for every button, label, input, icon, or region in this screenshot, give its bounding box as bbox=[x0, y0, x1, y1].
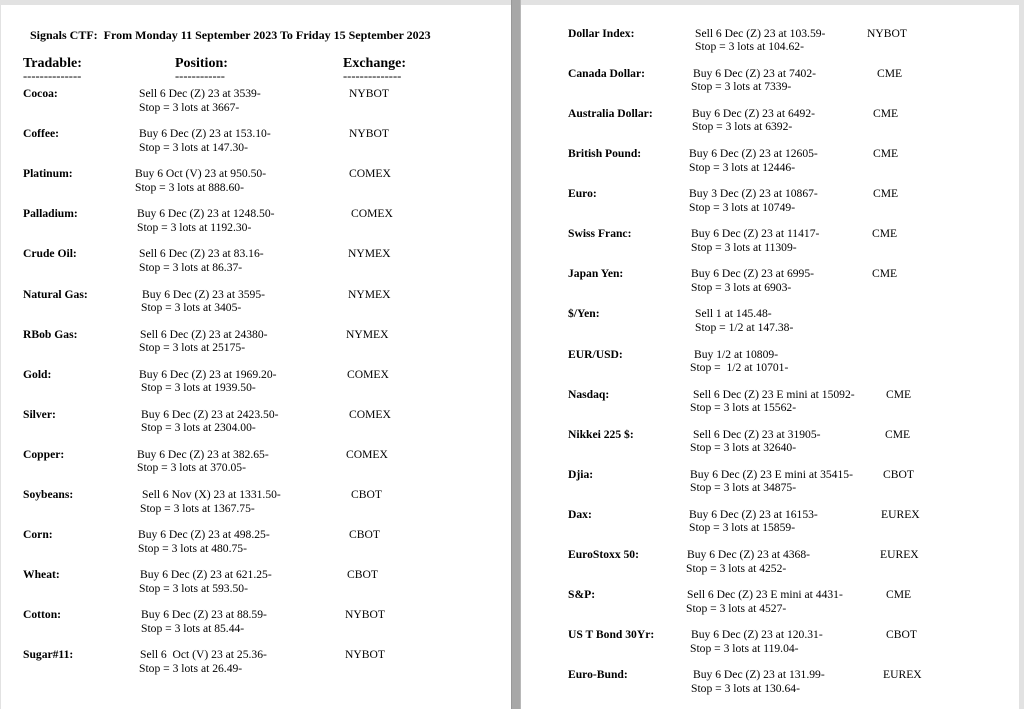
stop-level: Stop = 3 lots at 32640- bbox=[690, 441, 797, 455]
header-rule-exchange: -------------- bbox=[343, 69, 402, 83]
stop-level: Stop = 3 lots at 370.05- bbox=[137, 461, 246, 475]
column-header-tradable: Tradable: bbox=[23, 56, 82, 71]
stop-level: Stop = 3 lots at 147.30- bbox=[139, 140, 248, 154]
position-entry: Buy 6 Dec (Z) 23 at 131.99- bbox=[693, 668, 825, 682]
stop-level: Stop = 3 lots at 4527- bbox=[686, 601, 787, 615]
stop-level: Stop = 3 lots at 10749- bbox=[689, 200, 796, 214]
position-entry: Buy 6 Oct (V) 23 at 950.50- bbox=[135, 167, 267, 181]
signal-row-dax bbox=[521, 508, 1019, 536]
position-entry: Buy 6 Dec (Z) 23 at 12605- bbox=[689, 147, 818, 160]
exchange-name: CME bbox=[886, 387, 912, 401]
signal-row-platinum bbox=[1, 167, 511, 195]
signal-row-canada-dollar bbox=[521, 67, 1019, 95]
position-entry: Buy 6 Dec (Z) 23 at 1969.20- bbox=[139, 367, 277, 381]
signal-row-palladium bbox=[1, 207, 511, 235]
position-entry: Buy 6 Dec (Z) 23 at 16153- bbox=[689, 507, 818, 521]
tradable-name: Euro-Bund: bbox=[568, 668, 628, 682]
signal-row-swiss-franc bbox=[521, 227, 1019, 255]
position-entry: Sell 6 Nov (X) 23 at 1331.50- bbox=[142, 488, 281, 501]
tradable-name: Nasdaq: bbox=[568, 387, 610, 401]
position-entry: Sell 6 Dec (Z) 23 at 103.59- bbox=[695, 26, 826, 40]
stop-level: Stop = 3 lots at 480.75- bbox=[138, 541, 247, 555]
exchange-name: CME bbox=[872, 267, 898, 281]
signal-row-wheat bbox=[1, 568, 511, 596]
tradable-name: Dollar Index: bbox=[568, 26, 635, 40]
stop-level: Stop = 1/2 at 147.38- bbox=[695, 320, 794, 334]
position-entry: Buy 6 Dec (Z) 23 at 4368- bbox=[687, 548, 810, 561]
tradable-name: Cocoa: bbox=[23, 87, 58, 100]
exchange-name: NYBOT bbox=[345, 648, 385, 662]
stop-level: Stop = 3 lots at 15859- bbox=[689, 521, 796, 535]
exchange-name: NYMEX bbox=[348, 247, 391, 261]
signal-row-usd-jpy bbox=[521, 307, 1019, 335]
stop-level: Stop = 3 lots at 3405- bbox=[141, 301, 242, 314]
position-entry: Buy 1/2 at 10809- bbox=[694, 347, 779, 361]
exchange-name: NYBOT bbox=[349, 127, 389, 141]
exchange-name: COMEX bbox=[349, 167, 391, 181]
tradable-name: Nikkei 225 $: bbox=[568, 427, 634, 441]
exchange-name: COMEX bbox=[351, 207, 393, 221]
stop-level: Stop = 3 lots at 6392- bbox=[692, 120, 793, 134]
exchange-name: COMEX bbox=[349, 407, 391, 421]
exchange-name: COMEX bbox=[346, 447, 388, 461]
stop-level: Stop = 3 lots at 4252- bbox=[686, 561, 787, 575]
exchange-name: CBOT bbox=[349, 528, 380, 542]
position-entry: Buy 3 Dec (Z) 23 at 10867- bbox=[689, 187, 818, 201]
stop-level: Stop = 3 lots at 25175- bbox=[139, 341, 246, 355]
tradable-name: Euro: bbox=[568, 187, 597, 201]
stop-level: Stop = 3 lots at 1192.30- bbox=[137, 220, 252, 234]
signal-row-nikkei-225 bbox=[521, 428, 1019, 456]
stop-level: Stop = 3 lots at 85.44- bbox=[141, 621, 245, 635]
signal-row-eur-usd bbox=[521, 348, 1019, 376]
stop-level: Stop = 3 lots at 12446- bbox=[689, 160, 796, 174]
exchange-name: CME bbox=[877, 66, 903, 80]
signal-row-rbob-gas bbox=[1, 328, 511, 356]
signal-row-djia bbox=[521, 468, 1019, 496]
exchange-name: CME bbox=[872, 227, 898, 241]
position-entry: Buy 6 Dec (Z) 23 at 498.25- bbox=[138, 528, 270, 542]
position-entry: Buy 6 Dec (Z) 23 at 621.25- bbox=[140, 568, 272, 582]
exchange-name: CME bbox=[873, 147, 899, 160]
column-header-exchange: Exchange: bbox=[343, 56, 406, 71]
position-entry: Buy 6 Dec (Z) 23 E mini at 35415- bbox=[690, 467, 853, 481]
tradable-name: Soybeans: bbox=[23, 488, 74, 501]
tradable-name: $/Yen: bbox=[568, 307, 600, 321]
position-entry: Buy 6 Dec (Z) 23 at 11417- bbox=[691, 227, 820, 241]
page-right bbox=[521, 5, 1019, 709]
exchange-name: CME bbox=[886, 588, 912, 602]
position-entry: Buy 6 Dec (Z) 23 at 120.31- bbox=[691, 628, 823, 642]
stop-level: Stop = 3 lots at 104.62- bbox=[695, 40, 804, 54]
exchange-name: NYBOT bbox=[345, 608, 385, 622]
stop-level: Stop = 3 lots at 1939.50- bbox=[141, 381, 256, 395]
signal-row-gold bbox=[1, 368, 511, 396]
position-entry: Sell 6 Oct (V) 23 at 25.36- bbox=[140, 648, 267, 662]
column-header-position: Position: bbox=[175, 56, 228, 71]
tradable-name: Silver: bbox=[23, 407, 56, 421]
position-entry: Sell 6 Dec (Z) 23 at 31905- bbox=[693, 427, 821, 441]
position-entry: Sell 6 Dec (Z) 23 at 3539- bbox=[139, 87, 261, 100]
exchange-name: EUREX bbox=[881, 507, 920, 521]
position-entry: Buy 6 Dec (Z) 23 at 7402- bbox=[693, 66, 816, 80]
signal-row-dollar-index bbox=[521, 27, 1019, 55]
tradable-name: Dax: bbox=[568, 507, 592, 521]
signal-row-euro-bund bbox=[521, 668, 1019, 696]
stop-level: Stop = 3 lots at 119.04- bbox=[690, 641, 799, 655]
stop-level: Stop = 3 lots at 15562- bbox=[690, 401, 797, 415]
stop-level: Stop = 3 lots at 130.64- bbox=[691, 681, 800, 695]
tradable-name: Cotton: bbox=[23, 608, 61, 622]
position-entry: Sell 6 Dec (Z) 23 at 83.16- bbox=[139, 247, 264, 261]
exchange-name: CBOT bbox=[347, 568, 378, 582]
tradable-name: Swiss Franc: bbox=[568, 227, 632, 241]
tradable-name: Djia: bbox=[568, 467, 594, 481]
stop-level: Stop = 3 lots at 34875- bbox=[690, 481, 797, 495]
tradable-name: RBob Gas: bbox=[23, 327, 78, 341]
position-entry: Buy 6 Dec (Z) 23 at 382.65- bbox=[137, 447, 269, 461]
exchange-name: NYMEX bbox=[346, 327, 389, 341]
tradable-name: Crude Oil: bbox=[23, 247, 77, 261]
page-left bbox=[1, 5, 511, 709]
signal-row-british-pound bbox=[521, 147, 1019, 175]
exchange-name: EUREX bbox=[883, 668, 922, 682]
tradable-name: Palladium: bbox=[23, 207, 78, 221]
position-entry: Sell 6 Dec (Z) 23 at 24380- bbox=[140, 327, 268, 341]
tradable-name: EuroStoxx 50: bbox=[568, 548, 639, 561]
exchange-name: CME bbox=[885, 427, 911, 441]
position-entry: Sell 6 Dec (Z) 23 E mini at 4431- bbox=[687, 588, 843, 602]
tradable-name: S&P: bbox=[568, 588, 596, 602]
tradable-name: Gold: bbox=[23, 367, 52, 381]
tradable-name: Canada Dollar: bbox=[568, 66, 645, 80]
exchange-name: NYBOT bbox=[349, 87, 389, 100]
stop-level: Stop = 3 lots at 86.37- bbox=[139, 260, 243, 274]
signal-row-euro bbox=[521, 187, 1019, 215]
signal-row-cocoa bbox=[1, 87, 511, 115]
signal-row-s-and-p bbox=[521, 588, 1019, 616]
stop-level: Stop = 1/2 at 10701- bbox=[690, 361, 789, 374]
tradable-name: Australia Dollar: bbox=[568, 106, 653, 120]
header-rule-tradable: -------------- bbox=[23, 69, 82, 83]
tradable-name: Platinum: bbox=[23, 167, 73, 181]
signal-row-nasdaq bbox=[521, 388, 1019, 416]
exchange-name: CBOT bbox=[886, 628, 917, 642]
stop-level: Stop = 3 lots at 593.50- bbox=[139, 581, 248, 595]
position-entry: Buy 6 Dec (Z) 23 at 6492- bbox=[692, 106, 815, 120]
signal-row-us-t-bond-30yr bbox=[521, 628, 1019, 656]
signal-row-copper bbox=[1, 448, 511, 476]
tradable-name: British Pound: bbox=[568, 147, 642, 160]
signal-row-coffee bbox=[1, 127, 511, 155]
signal-row-crude-oil bbox=[1, 247, 511, 275]
tradable-name: EUR/USD: bbox=[568, 347, 623, 361]
stop-level: Stop = 3 lots at 888.60- bbox=[135, 180, 244, 194]
position-entry: Sell 6 Dec (Z) 23 E mini at 15092- bbox=[693, 387, 855, 401]
exchange-name: CME bbox=[873, 106, 899, 120]
tradable-name: Corn: bbox=[23, 528, 53, 542]
signal-row-silver bbox=[1, 408, 511, 436]
position-entry: Buy 6 Dec (Z) 23 at 153.10- bbox=[139, 127, 271, 141]
signal-row-australia-dollar bbox=[521, 107, 1019, 135]
document-title: Signals CTF: From Monday 11 September 2023 To Friday 15 September 2023 bbox=[30, 28, 431, 42]
signal-row-cotton bbox=[1, 608, 511, 636]
exchange-name: NYMEX bbox=[348, 287, 391, 301]
tradable-name: Sugar#11: bbox=[23, 648, 74, 662]
tradable-name: US T Bond 30Yr: bbox=[568, 628, 655, 642]
stop-level: Stop = 3 lots at 11309- bbox=[691, 240, 797, 254]
stop-level: Stop = 3 lots at 3667- bbox=[139, 100, 240, 114]
tradable-name: Japan Yen: bbox=[568, 267, 624, 281]
exchange-name: NYBOT bbox=[867, 26, 907, 40]
stop-level: Stop = 3 lots at 7339- bbox=[691, 80, 792, 94]
tradable-name: Coffee: bbox=[23, 127, 60, 141]
stop-level: Stop = 3 lots at 1367.75- bbox=[140, 501, 255, 515]
exchange-name: COMEX bbox=[347, 367, 389, 381]
signal-row-japan-yen bbox=[521, 267, 1019, 295]
signal-row-natural-gas bbox=[1, 288, 511, 316]
position-entry: Sell 1 at 145.48- bbox=[695, 307, 772, 321]
position-entry: Buy 6 Dec (Z) 23 at 3595- bbox=[142, 287, 265, 301]
signal-row-corn bbox=[1, 528, 511, 556]
tradable-name: Copper: bbox=[23, 447, 65, 461]
header-rule-position: ------------ bbox=[175, 69, 225, 83]
signal-row-soybeans bbox=[1, 488, 511, 516]
position-entry: Buy 6 Dec (Z) 23 at 1248.50- bbox=[137, 207, 275, 221]
exchange-name: CBOT bbox=[351, 488, 382, 501]
position-entry: Buy 6 Dec (Z) 23 at 88.59- bbox=[141, 608, 267, 622]
stop-level: Stop = 3 lots at 6903- bbox=[691, 280, 792, 294]
position-entry: Buy 6 Dec (Z) 23 at 6995- bbox=[691, 267, 814, 281]
tradable-name: Wheat: bbox=[23, 568, 60, 582]
stop-level: Stop = 3 lots at 26.49- bbox=[139, 661, 243, 675]
signal-row-sugar-11 bbox=[1, 648, 511, 676]
exchange-name: CBOT bbox=[883, 467, 914, 481]
tradable-name: Natural Gas: bbox=[23, 287, 88, 301]
page-divider bbox=[511, 0, 521, 709]
exchange-name: CME bbox=[873, 187, 899, 201]
stop-level: Stop = 3 lots at 2304.00- bbox=[141, 421, 256, 435]
exchange-name: EUREX bbox=[880, 548, 919, 561]
position-entry: Buy 6 Dec (Z) 23 at 2423.50- bbox=[141, 407, 279, 421]
signal-row-eurostoxx-50 bbox=[521, 548, 1019, 576]
